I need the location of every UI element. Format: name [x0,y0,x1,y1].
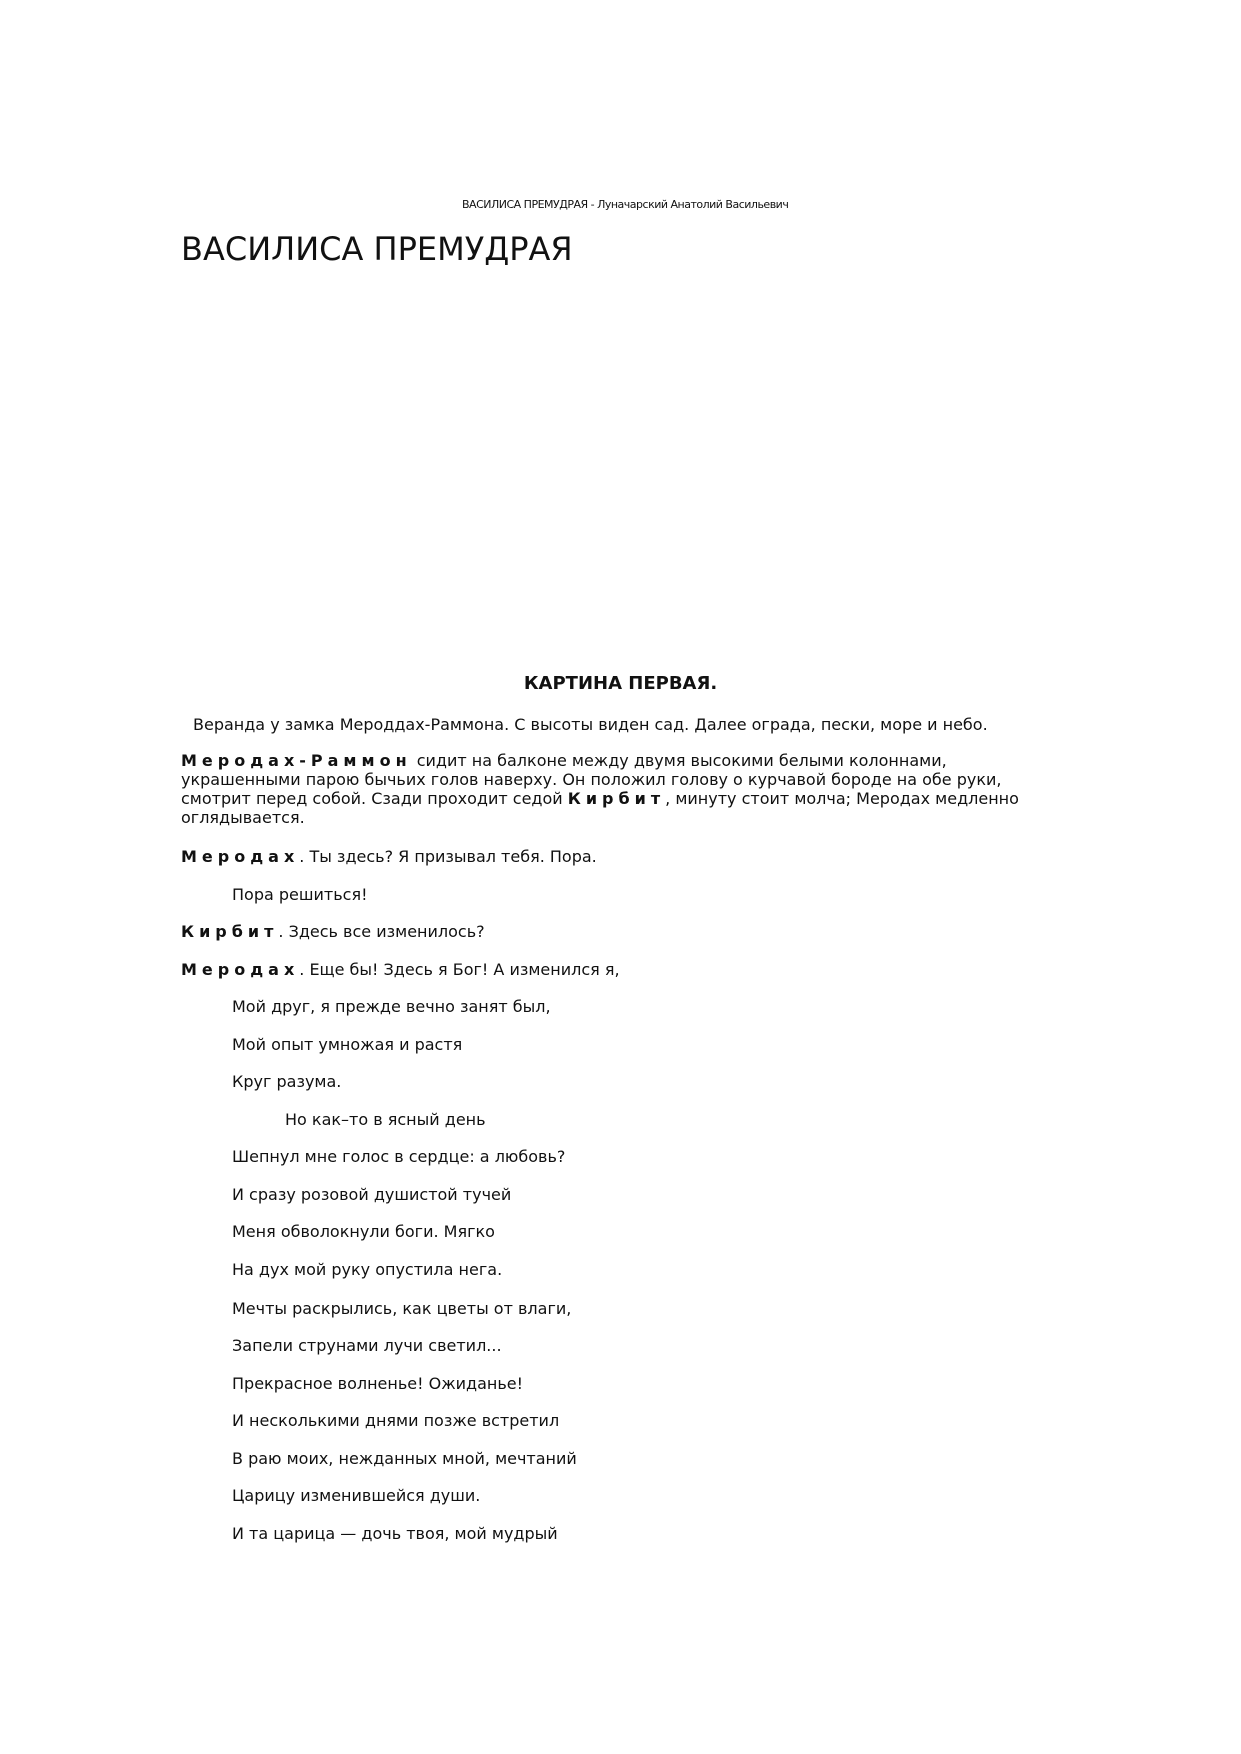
verse-line: Но как–то в ясный день [285,1110,486,1129]
verse-line: Меня обволокнули боги. Мягко [232,1222,495,1241]
verse-line: Пора решиться! [232,885,368,904]
stage-direction-setting: Веранда у замка Мероддах-Раммона. С высоты виден сад. Далее ограда, пески, море и небо. [193,715,988,734]
dialogue-line [181,960,620,979]
verse-line: Мой опыт умножая и растя [232,1035,463,1054]
speaker-name: Меродах [181,960,300,979]
verse-line: Шепнул мне голос в сердце: а любовь? [232,1147,566,1166]
verse-line: Мечты раскрылись, как цветы от влаги, [232,1299,572,1318]
verse-line: Запели струнами лучи светил... [232,1336,502,1355]
verse-line: Круг разума. [232,1072,342,1091]
speaker-name: Меродах [181,847,300,866]
dialogue-text: . Ты здесь? Я призывал тебя. Пора. [299,847,597,866]
dialogue-line [181,847,597,866]
verse-line: И несколькими днями позже встретил [232,1411,560,1430]
speaker-name: Меродах-Раммон [181,751,412,770]
verse-line: Царицу изменившейся души. [232,1486,481,1505]
speaker-name: Кирбит [181,922,279,941]
verse-line: И сразу розовой душистой тучей [232,1185,512,1204]
verse-line: В раю моих, нежданных мной, мечтаний [232,1449,577,1468]
page-title: ВАСИЛИСА ПРЕМУДРАЯ [181,230,573,268]
verse-line: И та царица — дочь твоя, мой мудрый [232,1524,558,1543]
section-title: КАРТИНА ПЕРВАЯ. [523,673,718,694]
speaker-name: Кирбит [567,789,666,808]
dialogue-text: . Еще бы! Здесь я Бог! А изменился я, [299,960,620,979]
dialogue-text: . Здесь все изменилось? [278,922,485,941]
verse-line: На дух мой руку опустила нега. [232,1260,503,1279]
verse-line: Прекрасное волненье! Ожиданье! [232,1374,524,1393]
stage-direction-paragraph [181,751,1071,827]
verse-line: Мой друг, я прежде вечно занят был, [232,997,551,1016]
dialogue-line [181,922,485,941]
running-header: ВАСИЛИСА ПРЕМУДРАЯ - Луначарский Анатолий Васильевич [462,198,789,211]
stage-direction-text: , минуту стоит молча; Меродах медленно оглядывается. [181,789,1019,827]
stage-direction-text: сидит на балконе между двумя высокими белыми колоннами, украшенными парою бычьих голов наверху. Он положил голову о курчавой бороде на обе руки, смотрит перед собой. Сзади проходит седой [181,751,1002,808]
